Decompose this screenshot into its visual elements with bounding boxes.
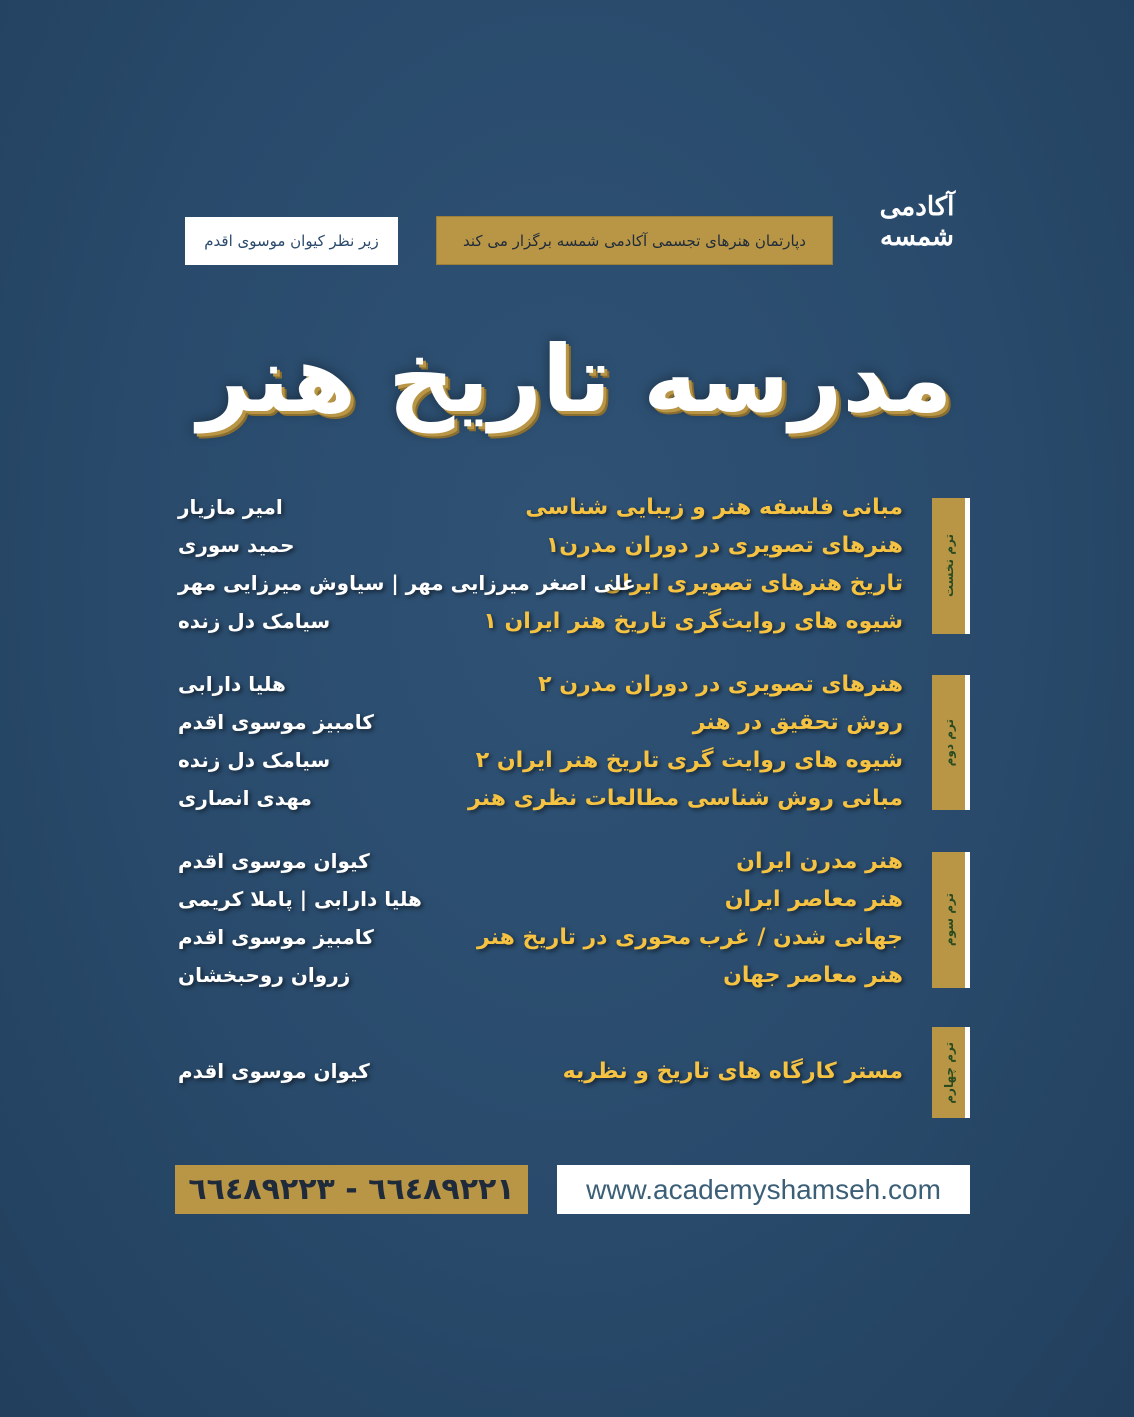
- course-row: [175, 672, 903, 710]
- term-tab: [932, 498, 970, 634]
- website-link[interactable]: www.academyshamseh.com: [557, 1165, 970, 1214]
- term-tab: [932, 852, 970, 988]
- term-label: ترم چهارم: [941, 1041, 956, 1104]
- term-tab: [932, 675, 970, 810]
- course-row: [175, 887, 903, 925]
- course-title: شیوه های روایت گری تاریخ هنر ایران ۲: [475, 748, 903, 773]
- course-row: [175, 710, 903, 748]
- course-title: تاریخ هنرهای تصویری ایران: [603, 571, 903, 596]
- instructor-name: امیر مازیار: [178, 495, 283, 519]
- term-block: [175, 672, 970, 811]
- term-tab: [932, 1027, 970, 1118]
- course-title: هنر معاصر ایران: [724, 887, 903, 912]
- instructor-name: کامبیز موسوی اقدم: [178, 925, 374, 949]
- instructor-name: هلیا دارابی: [178, 672, 286, 696]
- course-row: [175, 495, 903, 533]
- phone-numbers: ٦٦٤٨٩٢٢١ - ٦٦٤٨٩٢٢٣: [175, 1165, 528, 1214]
- term-label: ترم نخست: [941, 534, 956, 598]
- term-block: [175, 495, 970, 634]
- term-label: ترم دوم: [941, 718, 956, 767]
- logo-text: آکادمی شمسه: [879, 192, 955, 252]
- instructor-name: سیامک دل زنده: [178, 609, 331, 633]
- course-title: هنر معاصر جهان: [723, 963, 903, 988]
- course-row: [175, 963, 903, 1001]
- course-title: هنرهای تصویری در دوران مدرن ۲: [538, 672, 903, 697]
- course-title: روش تحقیق در هنر: [692, 710, 903, 735]
- instructor-name: کامبیز موسوی اقدم: [178, 710, 374, 734]
- course-title: هنر مدرن ایران: [736, 849, 903, 874]
- course-row: [175, 533, 903, 571]
- course-row: [175, 609, 903, 647]
- poster-title: مدرسه تاریخ هنر: [197, 326, 953, 433]
- course-title: شیوه های روایت‌گری تاریخ هنر ایران ۱: [483, 609, 903, 634]
- organizer-banner: دپارتمان هنرهای تجسمی آکادمی شمسه برگزار می کند: [436, 216, 833, 265]
- course-title: هنرهای تصویری در دوران مدرن۱: [545, 533, 903, 558]
- instructor-name: کیوان موسوی اقدم: [178, 849, 370, 873]
- instructor-name: علی اصغر میرزایی مهر | سیاوش میرزایی مهر: [178, 571, 636, 595]
- term-block: [175, 1027, 970, 1118]
- course-row: [175, 748, 903, 786]
- instructor-name: حمید سوری: [178, 533, 295, 557]
- course-title: مبانی فلسفه هنر و زیبایی شناسی: [525, 495, 903, 520]
- supervisor-label: زیر نظر کیوان موسوی اقدم: [185, 217, 398, 265]
- course-title: جهانی شدن / غرب محوری در تاریخ هنر: [476, 925, 903, 950]
- instructor-name: زروان روحبخشان: [178, 963, 351, 987]
- academy-logo: [862, 192, 972, 284]
- instructor-name: مهدی انصاری: [178, 786, 312, 810]
- term-block: [175, 849, 970, 988]
- instructor-name: سیامک دل زنده: [178, 748, 331, 772]
- instructor-name: کیوان موسوی اقدم: [178, 1059, 370, 1083]
- course-row: [175, 849, 903, 887]
- instructor-name: هلیا دارابی | پاملا کریمی: [178, 887, 422, 911]
- term-label: ترم سوم: [941, 893, 956, 947]
- course-title: مستر کارگاه های تاریخ و نظریه: [562, 1059, 903, 1084]
- course-row: [175, 786, 903, 824]
- course-row: [175, 925, 903, 963]
- course-row: [175, 571, 903, 609]
- course-row: [175, 1059, 903, 1097]
- course-title: مبانی روش شناسی مطالعات نظری هنر: [468, 786, 903, 811]
